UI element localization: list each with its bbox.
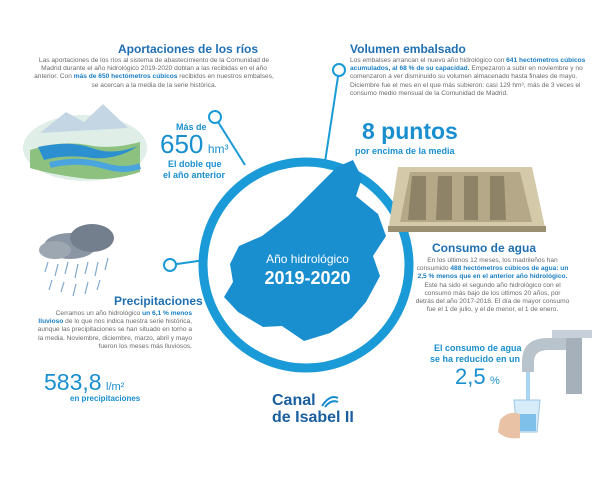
precip-body-bold: un 6,1 % menos lluvioso: [38, 310, 192, 326]
center-line-2: 2019-2020: [264, 268, 351, 288]
rivers-body-tail: recibidos en nuestros embalses, se acercan a la media de la serie histórica.: [91, 73, 274, 89]
precip-body: [32, 310, 192, 351]
consumption-value: 2,5: [455, 364, 486, 389]
dam-illustration: [388, 167, 546, 232]
rivers-title: Aportaciones de los ríos: [118, 42, 259, 56]
volume-title: Volumen embalsado: [350, 42, 466, 56]
consumption-body-tail: Este ha sido el segundo año hidrológico con el consumo más bajo de los últimos 20 años, por detrás del año 2017-2018. El día de mayor consumo fue el 1 de julio, y el de menor, el 1 de enero.: [415, 281, 570, 314]
precip-body-tail: de lo que nos indica nuestra serie histórica, aunque las precipitaciones se han situado en torno a la media. Noviembre, diciembre, marzo, abril y mayo fueron los meses más lluviosos.: [37, 318, 192, 350]
logo-wave-icon: [320, 392, 340, 408]
consumption-unit: %: [490, 375, 500, 387]
volume-caption: por encima de la media: [355, 146, 455, 156]
rivers-body: [34, 57, 274, 90]
consumption-body-plain: En los últimos 12 meses, los madrileños han consumido: [416, 257, 558, 273]
volume-body: [350, 57, 590, 98]
logo-line-1: Canal: [272, 392, 316, 409]
precip-value-line: [44, 369, 124, 396]
rivers-caption-1: El doble que: [168, 159, 222, 169]
precip-caption: en precipitaciones: [70, 394, 141, 403]
precip-value: 583,8: [44, 369, 102, 395]
rivers-body-plain: Las aportaciones de los ríos al sistema de abastecimiento de la Comunidad de Madrid durante el año hidrológico 2019-2020 doblan a las recibidas en el año anterior. Con: [34, 57, 270, 81]
rivers-caption-2: el año anterior: [163, 170, 226, 180]
volume-body-plain: Los embalses arrancan el nuevo año hidrológico con: [350, 57, 505, 64]
precip-title: Precipitaciones: [114, 294, 203, 308]
river-illustration: [23, 104, 147, 181]
center-line-1: Año hidrológico: [266, 252, 349, 266]
volume-body-tail: Empezaron a subir en noviembre y no comenzaron a ver disminuido su volumen almacenado hasta finales de mayo. Diciembre fue el mes en el que más subieron: casi 129 hm³, más de 3 veces el consumo medio mensual de la Comunidad de Madrid.: [350, 65, 583, 97]
rivers-prefix: Más de: [176, 122, 207, 132]
consumption-title: Consumo de agua: [432, 241, 537, 255]
canal-isabel-logo: [272, 393, 354, 426]
rain-cloud-illustration: [39, 224, 114, 296]
precip-unit: l/m²: [106, 381, 125, 393]
consumption-caption-1: El consumo de agua: [434, 343, 522, 353]
precip-body-plain: Cerramos un año hidrológico: [55, 310, 141, 317]
consumption-body-bold: 488 hectómetros cúbicos de agua: un 2,5 % menos que en el anterior año hidrológico.: [417, 265, 569, 281]
rivers-value: 650: [160, 129, 204, 159]
rivers-body-bold: más de 650 hectómetros cúbicos: [73, 73, 178, 81]
volume-body-bold: 641 hectómetros cúbicos acumulados, al 68 % de su capacidad.: [350, 57, 586, 73]
rivers-unit: hm³: [207, 142, 229, 156]
consumption-body: [415, 257, 570, 314]
center-title: [245, 252, 370, 289]
logo-line-2: de Isabel II: [272, 409, 354, 426]
volume-value: 8 puntos: [362, 118, 458, 144]
rivers-value-line: [160, 129, 229, 160]
consumption-value-line: [455, 364, 500, 390]
consumption-caption-2: se ha reducido en un: [430, 354, 521, 364]
